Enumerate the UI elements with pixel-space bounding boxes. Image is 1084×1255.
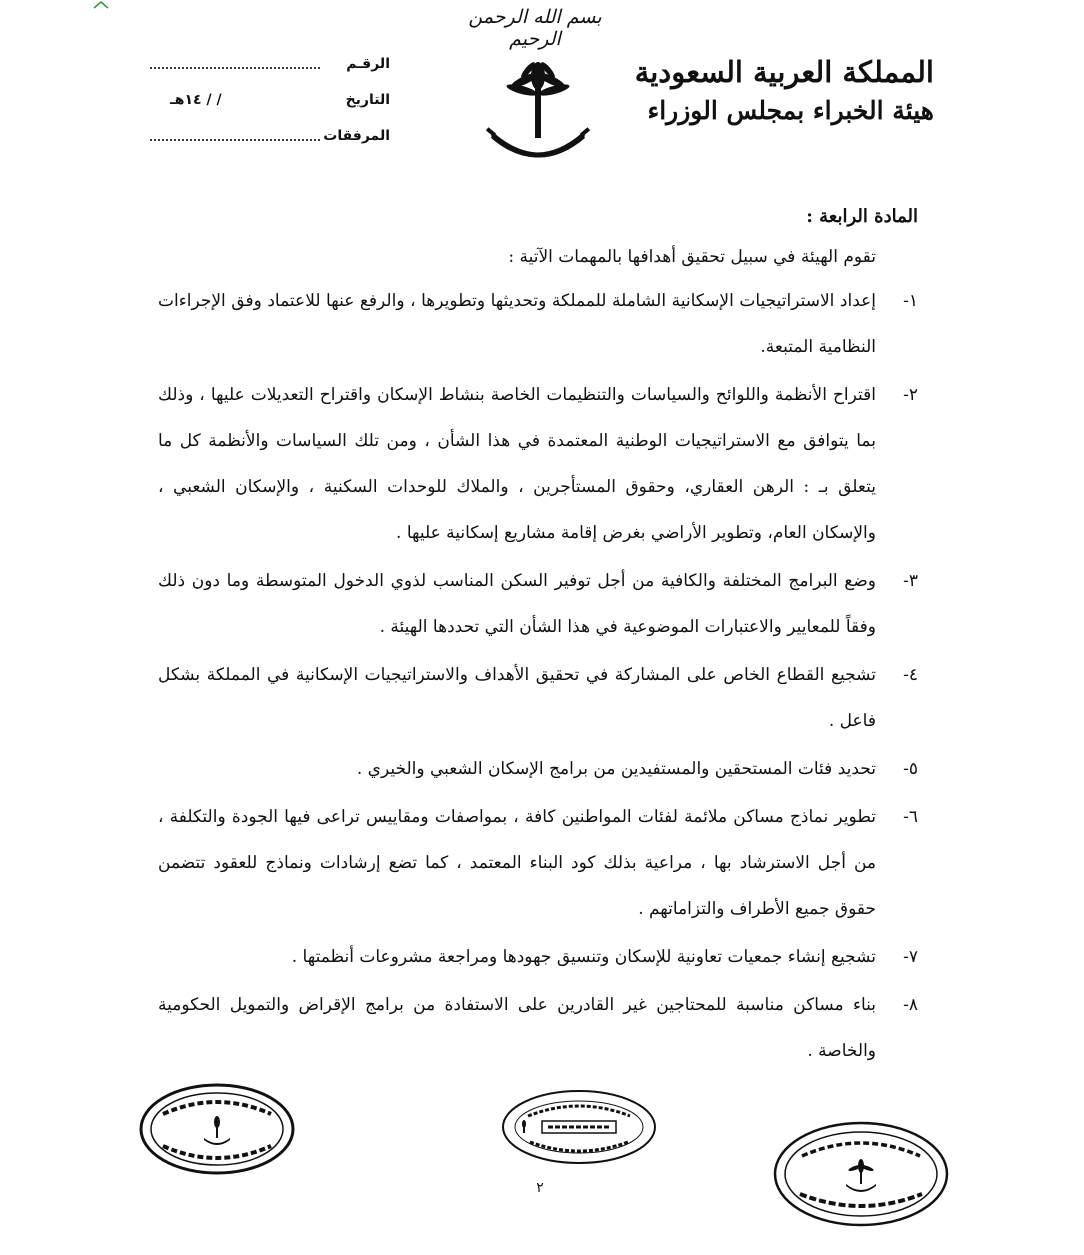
reference-block bbox=[150, 56, 400, 164]
date-row bbox=[150, 92, 400, 128]
item-number: ٨- bbox=[903, 995, 918, 1015]
ref-number-line bbox=[150, 67, 320, 69]
item-text: تحديد فئات المستحقين والمستفيدين من برامج الإسكان الشعبي والخيري . bbox=[356, 759, 876, 779]
date-format: / / ١٤هـ bbox=[170, 92, 222, 108]
attachments-row bbox=[150, 128, 400, 164]
list-item bbox=[158, 746, 918, 792]
letterhead bbox=[634, 52, 934, 130]
saudi-emblem-icon bbox=[478, 54, 598, 179]
item-number: ١- bbox=[903, 291, 918, 311]
letterhead-kingdom: المملكة العربية السعودية bbox=[634, 55, 934, 89]
document-body bbox=[158, 200, 918, 1076]
date-label: التاريخ bbox=[345, 92, 390, 108]
page-number: ٢ bbox=[536, 1180, 544, 1196]
secretariat-stamp-icon bbox=[138, 1082, 296, 1176]
item-text: اقتراح الأنظمة واللوائح والسياسات والتنظيمات الخاصة بنشاط الإسكان واقتراح التعديلات عليها ، وذلك بما يتوافق مع الاستراتيجيات الوطنية المعتمدة في هذا الشأن ، ومن تلك السياسات والأنظمة كل ما يتعلق بـ : الرهن العقاري، وحقوق المستأجرين ، والملاك للوحدات السكنية ، والإسكان الشعبي ، والإسكان العام، وتطوير الأراضي بغرض إقامة مشاريع إسكانية عليها . bbox=[158, 385, 876, 543]
ref-number-row bbox=[150, 56, 400, 92]
list-item bbox=[158, 934, 918, 980]
item-text: تطوير نماذج مساكن ملائمة لفئات المواطنين كافة ، بمواصفات ومقاييس تراعى فيها الجودة والتكلفة ، من أجل الاسترشاد بها ، مراعية بذلك كود البناء المعتمد ، كما تضع إرشادات ونماذج للعقود تتضمن حقوق جميع الأطراف والتزاماتهم . bbox=[158, 807, 876, 919]
item-text: وضع البرامج المختلفة والكافية من أجل توفير السكن المناسب لذوي الدخول المتوسطة وما دون ذلك وفقاً للمعايير والاعتبارات الموضوعية في هذا الشأن التي تحددها الهيئة . bbox=[158, 571, 876, 637]
item-number: ٦- bbox=[903, 807, 918, 827]
attachments-label: المرفقات bbox=[323, 128, 390, 144]
true-copy-stamp-icon bbox=[500, 1088, 658, 1166]
item-text: بناء مساكن مناسبة للمحتاجين غير القادرين على الاستفادة من برامج الإقراض والتمويل الحكومية والخاصة . bbox=[158, 995, 876, 1061]
item-number: ٤- bbox=[903, 665, 918, 685]
list-item bbox=[158, 652, 918, 744]
article-title: المادة الرابعة : bbox=[806, 206, 918, 227]
letterhead-authority: هيئة الخبراء بمجلس الوزراء bbox=[647, 96, 934, 125]
item-number: ٣- bbox=[903, 571, 918, 591]
corner-mark-icon bbox=[92, 0, 110, 10]
ref-number-label: الرقـم bbox=[346, 56, 390, 72]
item-number: ٥- bbox=[903, 759, 918, 779]
list-item bbox=[158, 982, 918, 1074]
list-item bbox=[158, 372, 918, 556]
list-item bbox=[158, 794, 918, 932]
item-text: إعداد الاستراتيجيات الإسكانية الشاملة للمملكة وتحديثها وتطويرها ، والرفع عنها للاعتماد وفق الإجراءات النظامية المتبعة. bbox=[158, 291, 876, 357]
basmala-calligraphy: بسم الله الرحمن الرحيم bbox=[468, 6, 602, 50]
item-number: ٧- bbox=[903, 947, 918, 967]
article-intro: تقوم الهيئة في سبيل تحقيق أهدافها بالمهمات الآتية : bbox=[508, 247, 876, 267]
list-item bbox=[158, 278, 918, 370]
list-item bbox=[158, 558, 918, 650]
item-number: ٢- bbox=[903, 385, 918, 405]
item-text: تشجيع إنشاء جمعيات تعاونية للإسكان وتنسيق جهودها ومراجعة مشروعات أنظمتها . bbox=[291, 947, 876, 967]
item-text: تشجيع القطاع الخاص على المشاركة في تحقيق الأهداف والاستراتيجيات الإسكانية في المملكة بشكل فاعل . bbox=[158, 665, 876, 731]
attachments-line bbox=[150, 139, 320, 141]
authority-stamp-icon bbox=[772, 1120, 950, 1228]
